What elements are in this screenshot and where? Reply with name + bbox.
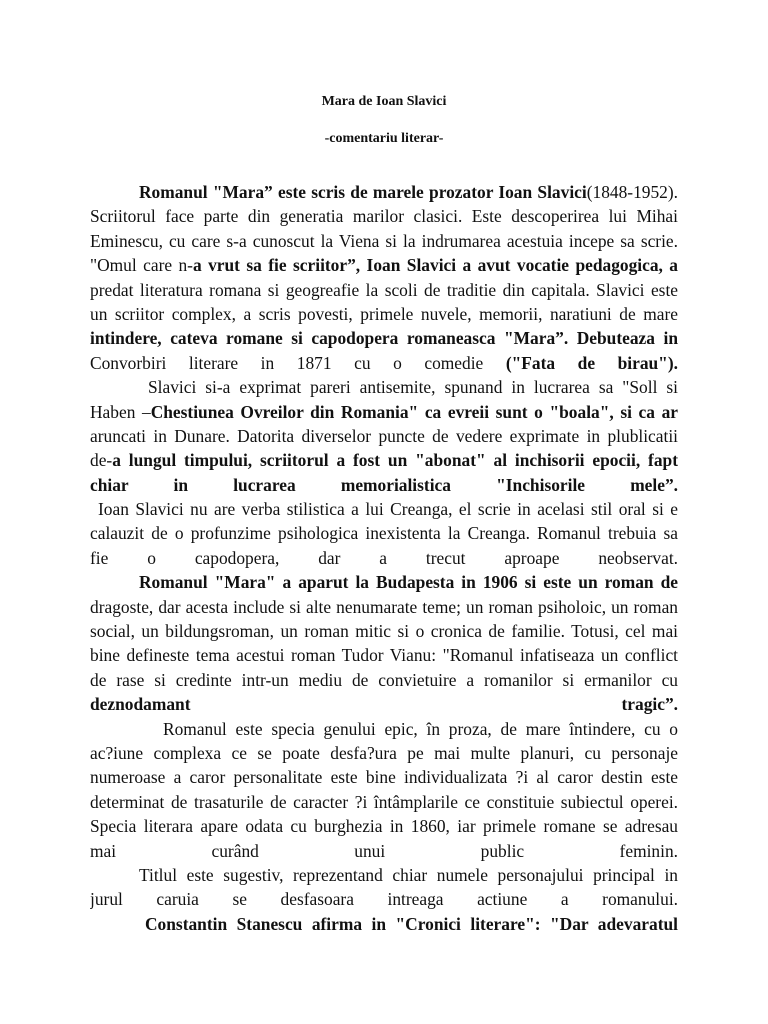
text-segment: fie o capodopera, dar a trecut aproape neobservat. [90, 547, 678, 568]
document-subtitle: -comentariu literar- [324, 131, 444, 146]
text-line [90, 790, 678, 814]
text-segment: social, un bildungsroman, un roman mitic si o cronica de familie. Totusi, cel mai [90, 621, 678, 642]
document-title: Mara de Ioan Slavici [321, 94, 447, 109]
text-line [90, 302, 678, 326]
text-segment: de- [90, 450, 113, 471]
text-segment: determinat de trasaturile de caracter ?i întâmplarile ce constituie subiectul operei. [90, 791, 678, 812]
text-segment: Ioan Slavici nu are verba stilistica a lui Creanga, el scrie in acelasi stil oral si e [98, 499, 678, 520]
text-line [90, 497, 678, 521]
text-line [90, 863, 678, 887]
text-line [90, 229, 678, 253]
text-line [90, 546, 678, 570]
text-line [90, 643, 678, 667]
text-segment: Romanul este specia genului epic, în proza, de mare întindere, cu o [163, 718, 678, 739]
text-segment: Slavici si-a exprimat pareri antisemite, spunand in lucrarea sa "Soll si [148, 377, 678, 398]
text-segment: bine defineste tema acestui roman Tudor Vianu: "Romanul infatiseaza un conflict [90, 645, 678, 666]
text-line [90, 326, 678, 350]
text-line [90, 424, 678, 448]
text-segment: deznodamant tragic”. [90, 694, 678, 715]
text-segment: un scriitor complex, a scris povesti, primele nuvele, memorii, naratiuni de mare [90, 303, 678, 324]
text-line [90, 814, 678, 838]
text-segment: calauzit de o profunzime psihologica inexistenta la Creanga. Romanul trebuia sa [90, 523, 678, 544]
text-segment: a lungul timpului, scriitorul a fost un "abonat" al inchisorii epocii, fapt [112, 450, 678, 471]
text-line [90, 741, 678, 765]
text-line [90, 253, 678, 277]
text-segment: Eminescu, cu care s-a cunoscut la Viena si la indrumarea acestuia incepe sa scrie. [90, 230, 678, 251]
text-line [90, 570, 678, 594]
text-segment: Titlul este sugestiv, reprezentand chiar numele personajului principal in [139, 864, 678, 885]
text-segment: Romanul "Mara” este scris de marele prozator Ioan Slavici [139, 182, 587, 202]
text-segment: Convorbiri literare in 1871 cu o comedie [90, 352, 506, 373]
text-segment: intindere, cateva romane si capodopera romaneasca "Mara”. Debuteaza in [90, 328, 678, 349]
text-line [90, 473, 678, 497]
text-line [90, 180, 678, 204]
text-segment: Constantin Stanescu afirma in "Cronici literare": "Dar adevaratul [145, 913, 678, 934]
text-segment: a vrut sa fie scriitor”, Ioan Slavici a avut vocatie pedagogica, a [192, 255, 678, 276]
text-line [90, 765, 678, 789]
text-segment: (1848-1952). [586, 182, 678, 202]
text-line [90, 351, 678, 375]
text-segment: Specia literara apare odata cu burghezia in 1860, iar primele romane se adresau [90, 816, 678, 837]
text-line [90, 278, 678, 302]
text-segment: chiar in lucrarea memorialistica "Inchisorile mele”. [90, 474, 678, 495]
text-segment: numeroase a caror personalitate este bine individualizata ?i al caror destin este [90, 767, 678, 788]
text-segment: "Omul care n- [90, 255, 193, 276]
text-line [90, 717, 678, 741]
text-line [90, 375, 678, 399]
text-line [90, 619, 678, 643]
document-body [90, 180, 678, 936]
text-segment: mai curând unui public feminin. [90, 840, 678, 861]
text-line [90, 521, 678, 545]
text-line [90, 692, 678, 716]
text-line [90, 668, 678, 692]
text-line [90, 912, 678, 936]
text-segment: de rase si credinte intr-un mediu de convietuire a romanilor si ermanilor cu [90, 669, 678, 690]
text-line [90, 204, 678, 228]
text-segment: Scriitorul face parte din generatia marilor clasici. Este descoperirea lui Mihai [90, 206, 678, 227]
text-segment: ac?iune complexa ce se poate desfa?ura pe mai multe planuri, cu personaje [90, 742, 678, 763]
text-line [90, 595, 678, 619]
text-segment: ("Fata de birau"). [505, 352, 678, 373]
text-line [90, 400, 678, 424]
text-line [90, 448, 678, 472]
text-segment: Chestiunea Ovreilor din Romania" ca evreii sunt o "boala", si ca ar [150, 401, 678, 422]
text-line [90, 887, 678, 911]
text-segment: predat literatura romana si geogreafie la scoli de traditie din capitala. Slavici este [90, 279, 678, 300]
text-segment: Haben – [90, 401, 151, 422]
text-segment: dragoste, dar acesta include si alte nenumarate teme; un roman psiholoic, un roman [90, 596, 678, 617]
text-segment: aruncati in Dunare. Datorita diverselor puncte de vedere exprimate in plublicatii [90, 425, 678, 446]
text-line [90, 839, 678, 863]
text-segment: Romanul "Mara" a aparut la Budapesta in 1906 si este un roman de [139, 572, 678, 593]
text-segment: jurul caruia se desfasoara intreaga actiune a romanului. [90, 889, 678, 910]
